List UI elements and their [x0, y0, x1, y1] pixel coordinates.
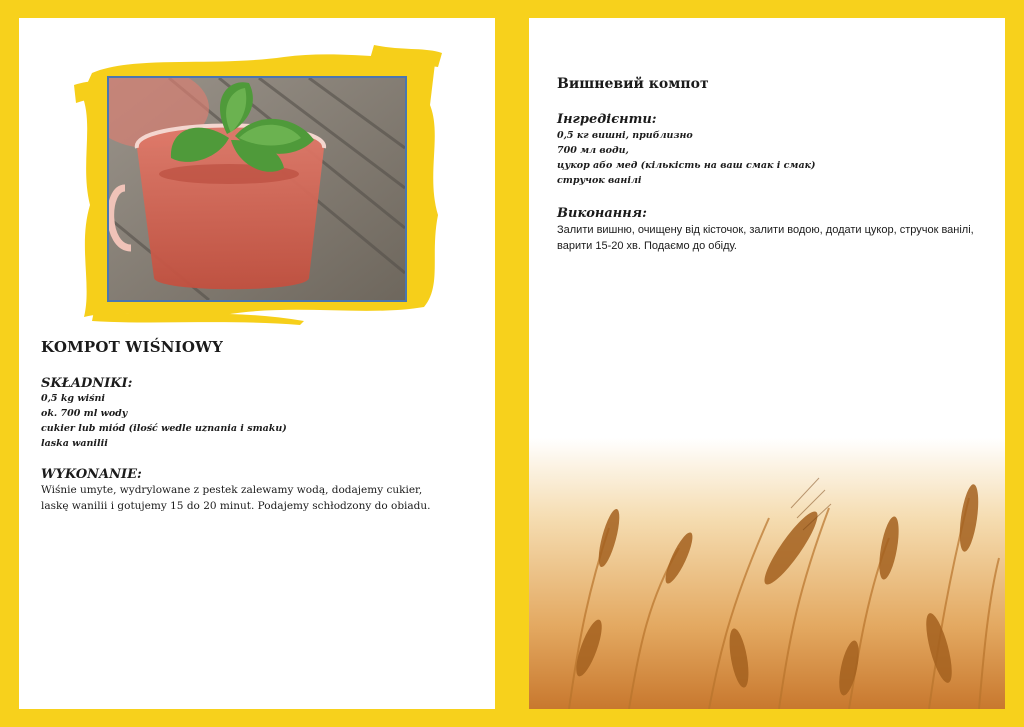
right-page	[529, 18, 1005, 709]
ingredients-list-ua	[557, 128, 857, 188]
ingredient-item: 700 мл води,	[557, 145, 629, 156]
ingredient-item: стручок ванілі	[557, 175, 642, 186]
ingredients-heading-pl: SKŁADNIKI:	[41, 376, 133, 391]
ingredient-item: 0,5 kg wiśni	[41, 393, 106, 404]
ingredient-item: ok. 700 ml wody	[41, 408, 128, 419]
method-text-ua: Залити вишню, очищену від кісточок, залити водою, додати цукор, стручок ванілі, варити 15-20 хв. Подаємо до обіду.	[557, 224, 974, 252]
ingredient-item: 0,5 кг вишні, приблизно	[557, 130, 693, 141]
ingredients-list-pl	[41, 391, 341, 451]
recipe-title-ua: Вишневий компот	[557, 76, 709, 92]
method-heading-ua: Виконання:	[557, 206, 647, 221]
method-text-pl: Wiśnie umyte, wydrylowane z pestek zalewamy wodą, dodajemy cukier, laskę wanilii i gotujemy 15 do 20 minut. Podajemy schłodzony do obiadu.	[41, 484, 431, 512]
recipe-title-pl: KOMPOT WIŚNIOWY	[41, 338, 224, 356]
compote-glass-icon	[109, 78, 405, 300]
left-page	[19, 18, 495, 709]
compote-photo	[107, 76, 407, 302]
ingredient-item: cukier lub miód (ilość wedle uznania i smaku)	[41, 423, 287, 434]
method-heading-pl: WYKONANIE:	[41, 467, 142, 482]
ingredient-item: цукор або мед (кількість на ваш смак і смак)	[557, 160, 816, 171]
wheat-field-icon	[529, 438, 1005, 709]
ingredient-item: laska wanilii	[41, 438, 108, 449]
ingredients-heading-ua: Інгредієнти:	[557, 112, 657, 127]
